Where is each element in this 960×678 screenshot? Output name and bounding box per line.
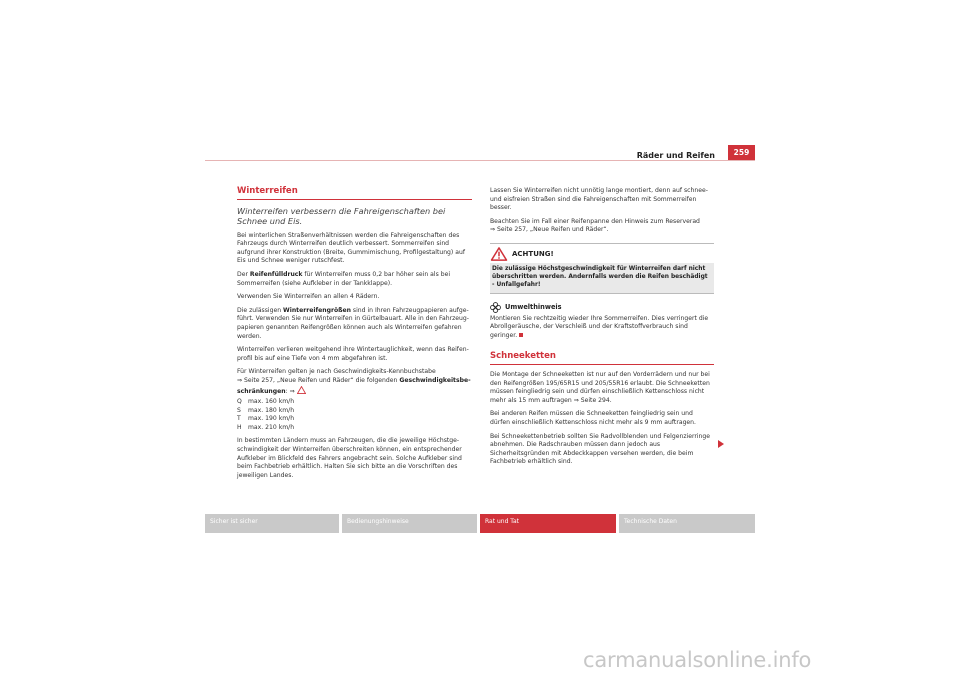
footer-tab-bedienungshinweise[interactable]: Bedienungshinweise	[342, 514, 477, 533]
end-marker-icon	[519, 333, 523, 337]
section-title-schneeketten: Schneeketten	[490, 351, 556, 362]
header-rule	[205, 160, 755, 161]
paragraph: Die Montage der Schneeketten ist nur auf den Vorderrädern und nur bei den Reifengrößen 195/65R15 und 205/55R16 erlaubt. Die Schneeketten müssen feingliedrig sein und dürfen einschließlich Kettenschloss nicht mehr als 15 mm auftragen ⇒ Seite 294.	[490, 370, 710, 404]
paragraph-spare-wheel: Beachten Sie im Fall einer Reifenpanne den Hinweis zum Reserverad ⇒ Seite 257, „Neue Reifen und Räder“.	[490, 217, 700, 234]
cross-reference-link[interactable]: ⇒ Seite 257, „Neue Reifen und Räder“ die folgenden	[237, 376, 400, 384]
bold-term: Reifenfülldruck	[249, 270, 303, 278]
environment-note-text: Montieren Sie rechtzeitig wieder Ihre Sommerreifen. Dies verringert die Abrollgeräusche, der Verschleiß und der Kraftstoffverbrauch sind geringer.	[490, 314, 709, 339]
paragraph: Winterreifen verlieren weitgehend ihre Wintertauglichkeit, wenn das Reifenprofil bis auf eine Tiefe von 4 mm abgefahren ist.	[237, 346, 469, 362]
paragraph: In bestimmten Ländern muss an Fahrzeugen, die die jeweilige Höchstgeschwindigkeit der Winterreifen überschreiten können, ein entsprechender Aufkleber im Blickfeld des Fahrers angebracht sein. Solche Aufkleber sind beim Fachbetrieb erhältlich. Halten Sie sich bitte an die Vorschriften des jeweiligen Landes.	[237, 437, 462, 479]
list-item: Q max. 160 km/h	[237, 398, 295, 406]
running-header-title: Räder und Reifen	[636, 151, 715, 160]
warning-triangle-icon	[490, 247, 508, 261]
flower-icon	[490, 302, 501, 313]
environment-note-label: Umwelthinweis	[505, 302, 562, 311]
cross-reference-link[interactable]: ⇒ Seite 257, „Neue Reifen und Räder“.	[490, 226, 609, 234]
paragraph: Bei winterlichen Straßenverhältnissen werden die Fahreigenschaften des Fahrzeugs durch Winterreifen deutlich verbessert. Sommerreifen sind aufgrund ihrer Konstruktion (Breite, Gummimischung, Profilgestaltung) auf Eis und Schnee weniger rutschfest.	[237, 231, 465, 265]
section-subtitle: Winterreifen verbessern die Fahreigenschaften bei Schnee und Eis.	[237, 205, 446, 227]
list-item: H max. 210 km/h	[237, 423, 295, 431]
speed-list	[237, 398, 472, 432]
environment-note-header	[490, 302, 714, 313]
list-item: S max. 180 km/h	[237, 406, 295, 414]
paragraph: Verwenden Sie Winterreifen an allen 4 Rädern.	[237, 293, 380, 301]
section-title-winterreifen: Winterreifen	[237, 186, 298, 196]
warning-triangle-icon	[297, 386, 306, 394]
paragraph-tire-pressure: Der Reifenfülldruck für Winterreifen muss 0,2 bar höher sein als bei Sommerreifen (siehe Aufkleber in der Tankklappe).	[237, 270, 451, 287]
page-number: 259	[728, 145, 755, 160]
paragraph-speed-limits: Für Winterreifen gelten je nach Geschwindigkeits-Kennbuchstabe ⇒ Seite 257, „Neue Reifen und Räder“ die folgenden Geschwindigkeitsbeschränkungen: ⇒	[237, 368, 471, 395]
bold-term: Geschwindigkeitsbeschränkungen	[237, 376, 471, 395]
section-rule	[237, 199, 472, 200]
next-page-arrow-icon[interactable]	[718, 440, 724, 448]
warning-header	[490, 244, 714, 263]
watermark: carmanualsonline.info	[583, 648, 812, 672]
paragraph: Bei anderen Reifen müssen die Schneeketten feingliedrig sein und dürfen einschließlich Kettenschloss nicht mehr als 9 mm auftragen.	[490, 410, 696, 426]
warning-text: Die zulässige Höchstgeschwindigkeit für Winterreifen darf nicht überschritten werden. Andernfalls werden die Reifen beschädigt - Unfallgefahr!	[490, 263, 714, 293]
bold-term: Winterreifengrößen	[283, 306, 351, 314]
section-rule	[490, 364, 714, 365]
list-item: T max. 190 km/h	[237, 415, 295, 423]
footer-tab-rat-und-tat[interactable]: Rat und Tat	[480, 514, 616, 533]
footer-tab-sicher-ist-sicher[interactable]: Sicher ist sicher	[205, 514, 339, 533]
footer-tab-technische-daten[interactable]: Technische Daten	[619, 514, 755, 533]
paragraph: Bei Schneekettenbetrieb sollten Sie Radvollblenden und Felgenzierringe abnehmen. Die Radschrauben müssen dann jedoch aus Sicherheitsgründen mit Abdeckkappen versehen werden, die beim Fachbetrieb erhältlich sind.	[490, 432, 711, 466]
right-column	[490, 187, 714, 472]
paragraph-tire-sizes: Die zulässigen Winterreifengrößen sind in Ihren Fahrzeugpapieren aufgeführt. Verwenden Sie nur Winterreifen in Gürtelbauart. Alle in den Fahrzeugpapieren genannten Reifengrößen können auch als Winterreifen gefahren werden.	[237, 306, 469, 340]
warning-box	[490, 243, 714, 294]
paragraph: Lassen Sie Winterreifen nicht unnötig lange montiert, denn auf schnee- und eisfreien Straßen sind die Fahreigenschaften mit Sommerreifen besser.	[490, 187, 708, 212]
left-column	[237, 187, 472, 485]
warning-label: ACHTUNG!	[512, 249, 554, 258]
